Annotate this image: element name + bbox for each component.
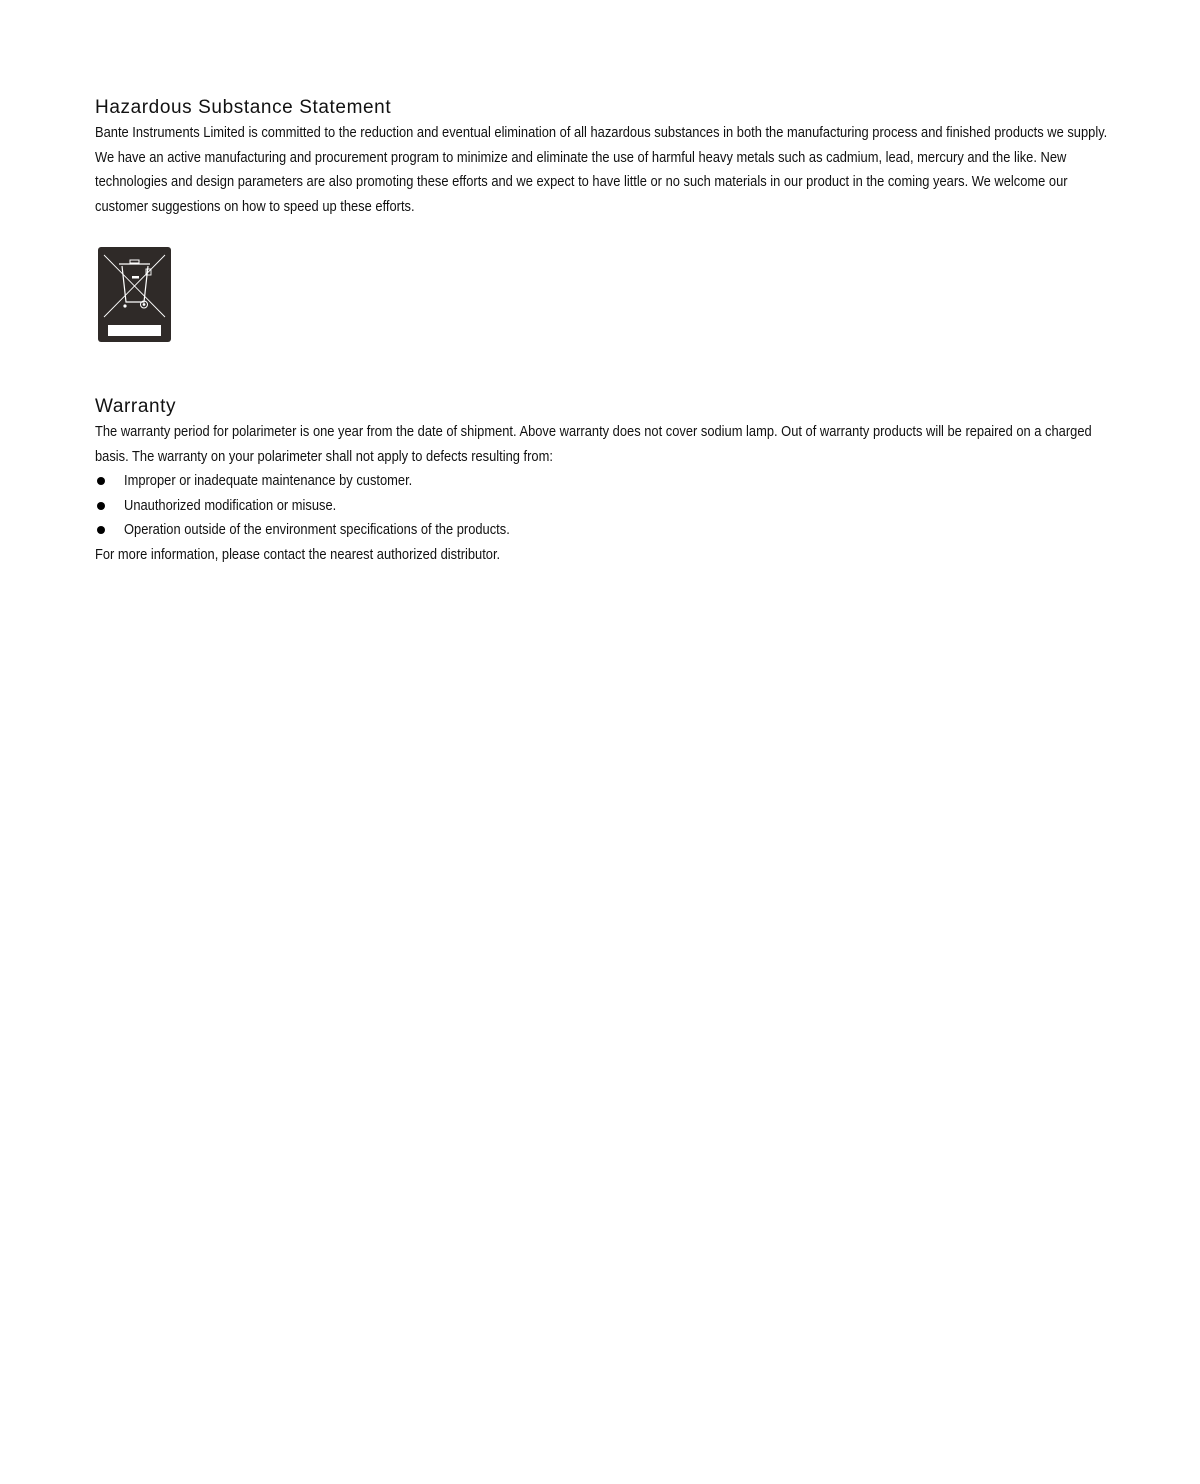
list-item-text: Improper or inadequate maintenance by customer. — [124, 472, 413, 489]
weee-crossed-out-bin-icon — [98, 247, 171, 342]
warranty-footer: For more information, please contact the nearest authorized distributor. — [95, 545, 501, 563]
list-item — [95, 494, 1115, 519]
hazardous-substance-heading: Hazardous Substance Statement — [95, 97, 392, 118]
list-item — [95, 518, 1115, 543]
list-item-text: Unauthorized modification or misuse. — [124, 496, 337, 514]
hazardous-substance-section — [95, 96, 1115, 342]
list-item-text: Operation outside of the environment specifications of the products. — [124, 521, 510, 538]
bullet-icon — [97, 477, 105, 485]
warranty-exclusions-list — [95, 469, 1115, 543]
list-item — [95, 469, 1115, 494]
hazardous-substance-body: Bante Instruments Limited is committed to the reduction and eventual elimination of all hazardous substances in both the manufacturing process and finished products we supply. We have an active manufacturing and procurement program to minimize and eliminate the use of harmful heavy metals such as cadmium, lead, mercury and the like. New technologies and design parameters are also promoting these efforts and we expect to have little or no such materials in our product in the coming years. We welcome our customer suggestions on how to speed up these efforts. — [95, 124, 1108, 215]
warranty-heading: Warranty — [95, 396, 177, 417]
bullet-icon — [97, 502, 105, 510]
warranty-section — [95, 395, 1115, 567]
bullet-icon — [97, 526, 105, 534]
warranty-intro: The warranty period for polarimeter is one year from the date of shipment. Above warranty does not cover sodium lamp. Out of warranty products will be repaired on a charged basis. The warranty on your polarimeter shall not apply to defects resulting from: — [95, 423, 1092, 465]
document-page — [95, 96, 1115, 567]
